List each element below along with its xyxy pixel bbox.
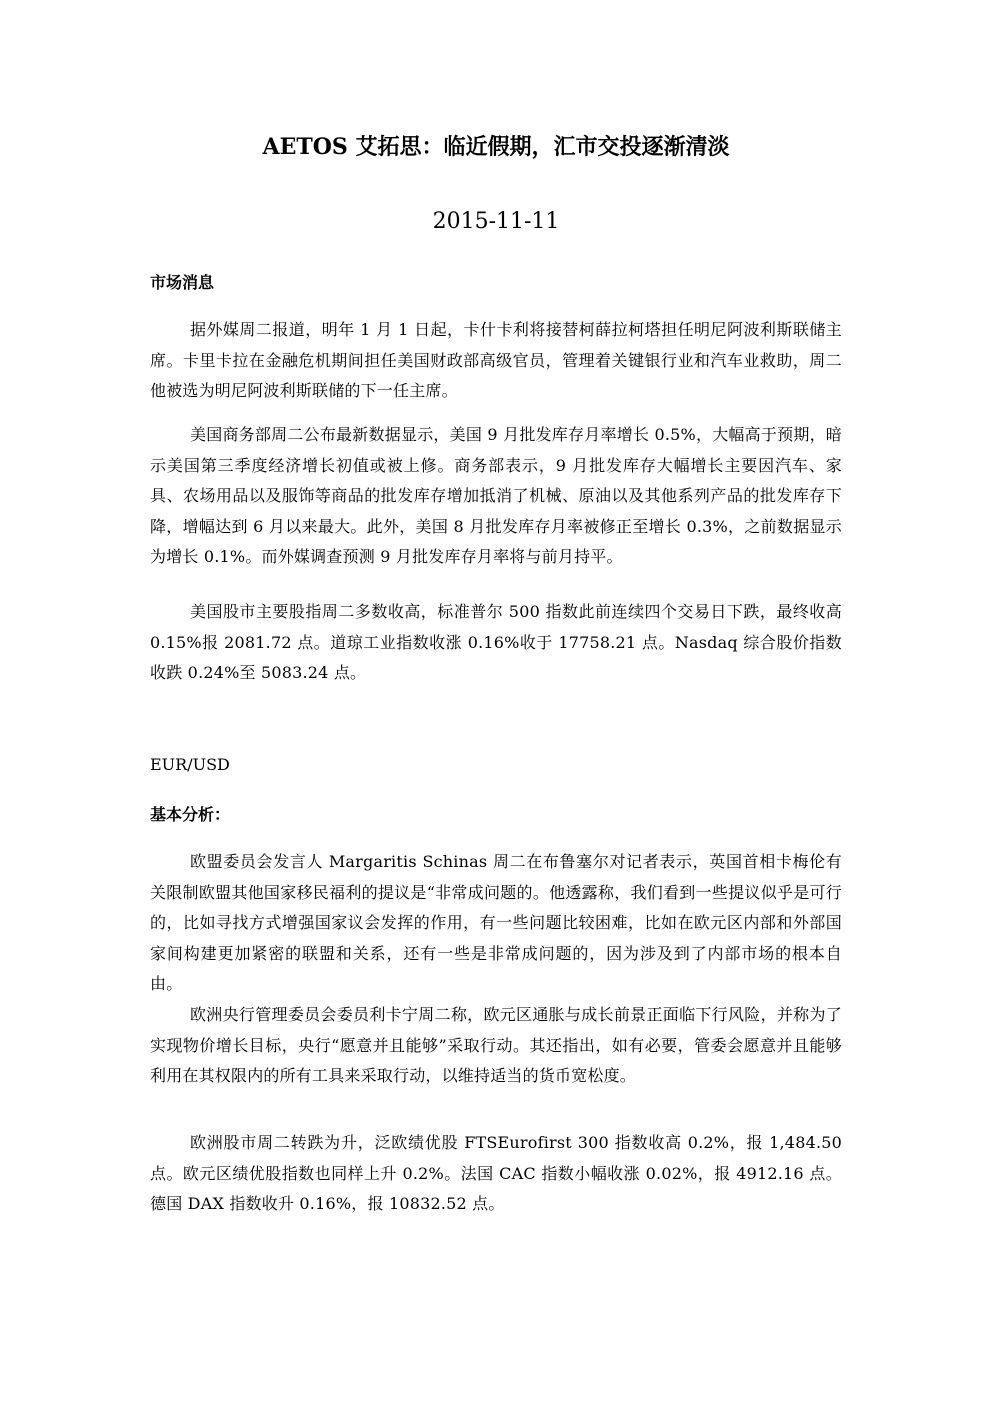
document-title: AETOS 艾拓思：临近假期，汇市交投逐渐清淡 (262, 134, 730, 160)
eurusd-paragraph-2: 欧洲央行管理委员会委员利卡宁周二称，欧元区通胀与成长前景正面临下行风险，并称为了实现物价增长目标，央行“愿意并且能够”采取行动。其还指出，如有必要，管委会愿意并且能够利用在其权限内的所有工具来采取行动，以维持适当的货币宽松度。 (150, 1005, 842, 1085)
market-news-paragraph-1: 据外媒周二报道，明年 1 月 1 日起，卡什卡利将接替柯薛拉柯塔担任明尼阿波利斯联储主席。卡里卡拉在金融危机期间担任美国财政部高级官员，管理着关键银行业和汽车业救助，周二他被选为明尼阿波利斯联储的下一任主席。 (150, 320, 842, 400)
sub-heading-fundamental-analysis: 基本分析： (150, 805, 231, 824)
market-news-paragraph-2: 美国商务部周二公布最新数据显示，美国 9 月批发库存月率增长 0.5%，大幅高于预期，暗示美国第三季度经济增长初值或被上修。商务部表示，9 月批发库存大幅增长主要因汽车、家具、农场用品以及服饰等商品的批发库存增加抵消了机械、原油以及其他系列产品的批发库存下降，增幅达到 6 月以来最大。此外，美国 8 月批发库存月率被修正至增长 0.3%，之前数据显示为增长 0.1%。而外媒调查预测 9 月批发库存月率将与前月持平。 (150, 425, 842, 566)
eurusd-paragraph-1: 欧盟委员会发言人 Margaritis Schinas 周二在布鲁塞尔对记者表示，英国首相卡梅伦有关限制欧盟其他国家移民福利的提议是“非常成问题的。他透露称，我们看到一些提议似乎是可行的，比如寻找方式增强国家议会发挥的作用，有一些问题比较困难，比如在欧元区内部和外部国家间构建更加紧密的联盟和关系，还有一些是非常成问题的，因为涉及到了内部市场的根本自由。 (150, 852, 842, 993)
document-date: 2015-11-11 (432, 209, 560, 234)
eurusd-paragraph-3: 欧洲股市周二转跌为升，泛欧绩优股 FTSEurofirst 300 指数收高 0.2%，报 1,484.50 点。欧元区绩优股指数也同样上升 0.2%。法国 CAC 指数小幅收涨 0.02%，报 4912.16 点。德国 DAX 指数收升 0.16%，报 10832.52 点。 (150, 1133, 842, 1213)
section-heading-market-news: 市场消息 (150, 273, 215, 292)
market-news-paragraph-3: 美国股市主要股指周二多数收高，标准普尔 500 指数此前连续四个交易日下跌，最终收高 0.15%报 2081.72 点。道琼工业指数收涨 0.16%收于 17758.21 点。Nasdaq 综合股价指数收跌 0.24%至 5083.24 点。 (150, 602, 842, 682)
section-heading-eurusd: EUR/USD (150, 755, 230, 774)
